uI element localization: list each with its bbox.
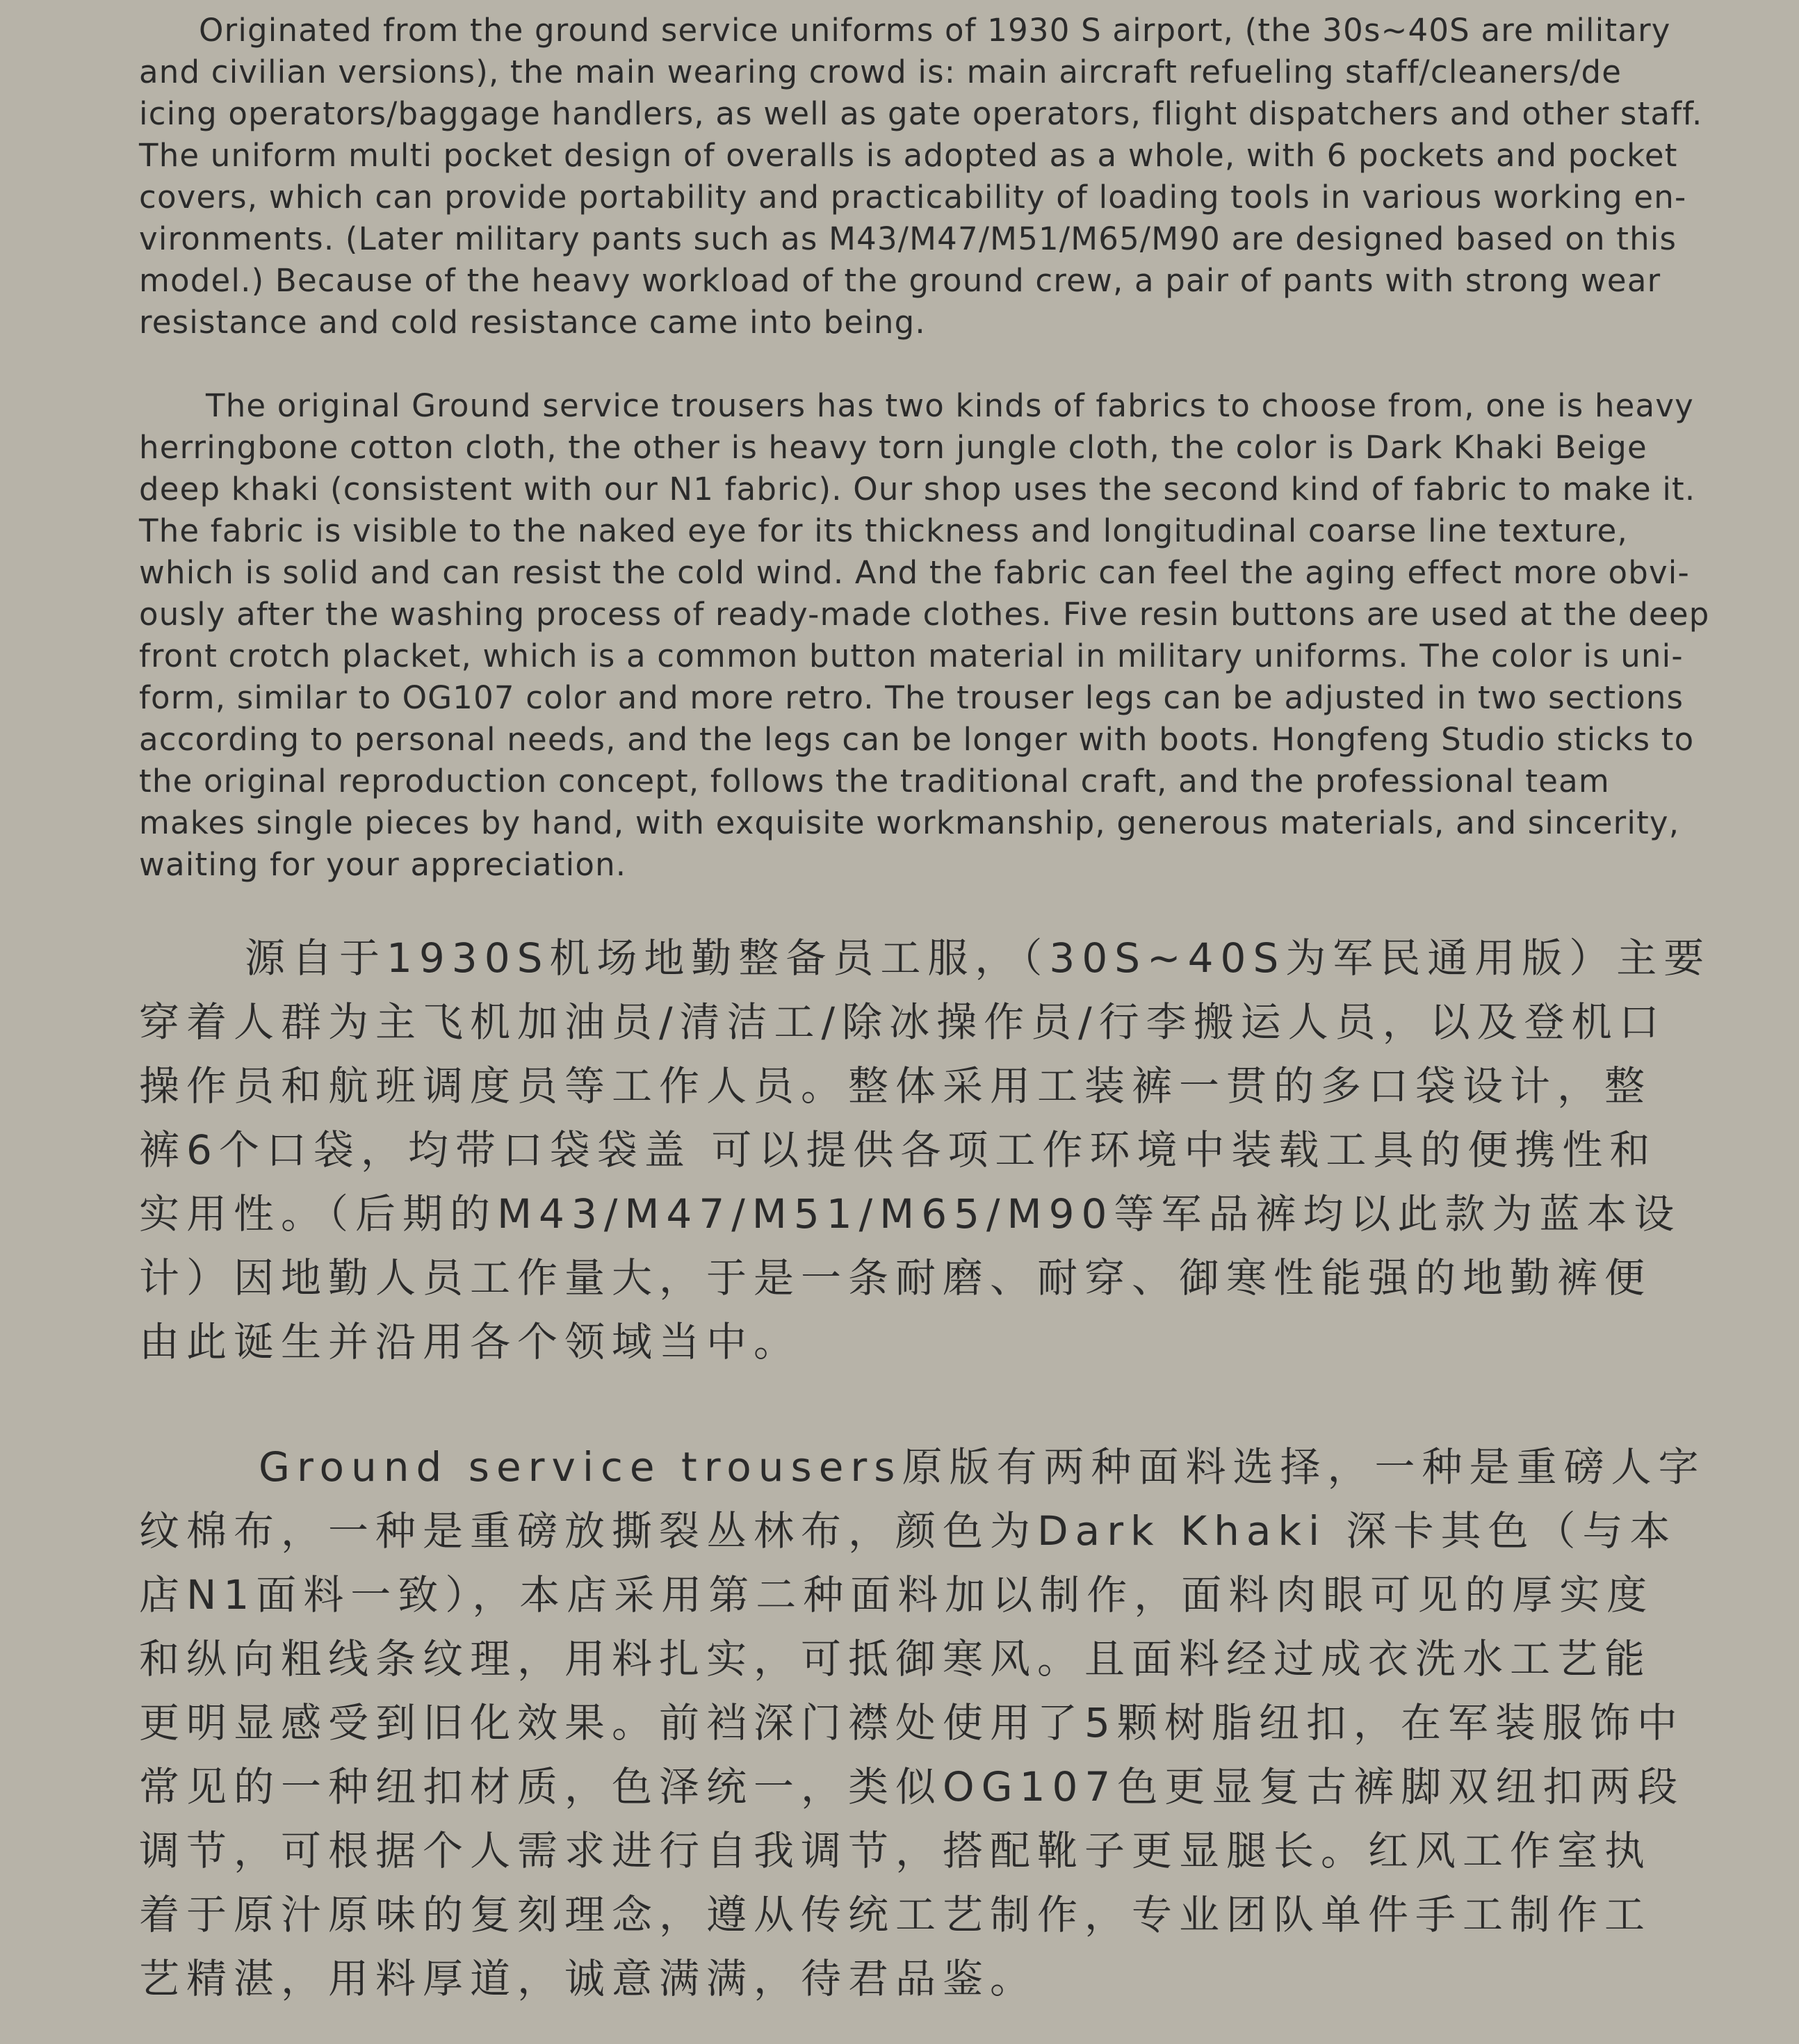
text-line: vironments. (Later military pants such as M43/M47/M51/M65/M90 are designed based on this (139, 220, 1677, 257)
text-line: 计）因地勤人员工作量大，于是一条耐磨、耐穿、御寒性能强的地勤裤便 (139, 1254, 1652, 1301)
text-line: The uniform multi pocket design of overalls is adopted as a whole, with 6 pockets and pocket (139, 137, 1678, 174)
chinese-paragraph-fabric (139, 1435, 1706, 2011)
text-line: according to personal needs, and the legs can be longer with boots. Hongfeng Studio sticks to (139, 721, 1695, 758)
text-line: 实用性。（后期的M43/M47/M51/M65/M90等军品裤均以此款为蓝本设 (139, 1190, 1682, 1238)
text-line: the original reproduction concept, follows the traditional craft, and the professional team (139, 763, 1610, 800)
text-line: 操作员和航班调度员等工作人员。整体采用工装裤一贯的多口袋设计，整 (139, 1062, 1652, 1110)
text-line: covers, which can provide portability and practicability of loading tools in various working en- (139, 179, 1687, 216)
text-line: 纹棉布，一种是重磅放撕裂丛林布，颜色为Dark Khaki 深卡其色（与本 (139, 1507, 1677, 1555)
english-paragraph-origin (139, 10, 1703, 343)
text-line: 艺精湛，用料厚道，诚意满满，待君品鉴。 (139, 1955, 1038, 2002)
text-line: The fabric is visible to the naked eye for its thickness and longitudinal coarse line texture, (139, 512, 1629, 549)
text-line: resistance and cold resistance came into being. (139, 304, 926, 341)
text-line: The original Ground service trousers has two kinds of fabrics to choose from, one is heavy (206, 387, 1694, 424)
text-line: 店N1面料一致），本店采用第二种面料加以制作，面料肉眼可见的厚实度 (139, 1571, 1654, 1619)
text-line: 着于原汁原味的复刻理念，遵从传统工艺制作，专业团队单件手工制作工 (139, 1891, 1652, 1938)
text-line: herringbone cotton cloth, the other is heavy torn jungle cloth, the color is Dark Khaki Beige (139, 429, 1647, 466)
text-line: makes single pieces by hand, with exquisite workmanship, generous materials, and sincerity, (139, 804, 1680, 841)
text-line: waiting for your appreciation. (139, 846, 627, 883)
text-line: 更明显感受到旧化效果。前裆深门襟处使用了5颗树脂纽扣，在军装服饰中 (139, 1699, 1684, 1746)
text-line: 和纵向粗线条纹理，用料扎实，可抵御寒风。且面料经过成衣洗水工艺能 (139, 1635, 1652, 1682)
text-line: Ground service trousers原版有两种面料选择，一种是重磅人字 (259, 1443, 1706, 1491)
text-line: deep khaki (consistent with our N1 fabric). Our shop uses the second kind of fabric to make it. (139, 471, 1696, 508)
text-line: 常见的一种纽扣材质，色泽统一，类似OG107色更显复古裤脚双纽扣两段 (139, 1763, 1685, 1810)
text-line: 穿着人群为主飞机加油员/清洁工/除冰操作员/行李搬运人员，以及登机口 (139, 998, 1666, 1046)
text-line: 源自于1930S机场地勤整备员工服，（30S~40S为军民通用版）主要 (245, 934, 1711, 982)
text-line: and civilian versions), the main wearing crowd is: main aircraft refueling staff/cleaners/de (139, 54, 1622, 90)
text-line: Originated from the ground service uniforms of 1930 S airport, (the 30s~40S are military (199, 12, 1671, 49)
text-line: 裤6个口袋，均带口袋袋盖 可以提供各项工作环境中装载工具的便携性和 (139, 1126, 1657, 1174)
text-line: 由此诞生并沿用各个领域当中。 (139, 1318, 801, 1365)
text-line: ously after the washing process of ready-made clothes. Five resin buttons are used at the deep (139, 596, 1710, 633)
text-line: 调节，可根据个人需求进行自我调节，搭配靴子更显腿长。红风工作室执 (139, 1827, 1652, 1874)
text-line: icing operators/baggage handlers, as well as gate operators, flight dispatchers and other staff. (139, 95, 1703, 132)
text-line: form, similar to OG107 color and more retro. The trouser legs can be adjusted in two sections (139, 679, 1684, 716)
english-paragraph-fabric (139, 385, 1710, 886)
chinese-paragraph-origin (139, 926, 1711, 1374)
text-line: model.) Because of the heavy workload of the ground crew, a pair of pants with strong wear (139, 262, 1661, 299)
text-line: which is solid and can resist the cold wind. And the fabric can feel the aging effect more obvi- (139, 554, 1690, 591)
text-line: front crotch placket, which is a common button material in military uniforms. The color is uni- (139, 638, 1684, 674)
